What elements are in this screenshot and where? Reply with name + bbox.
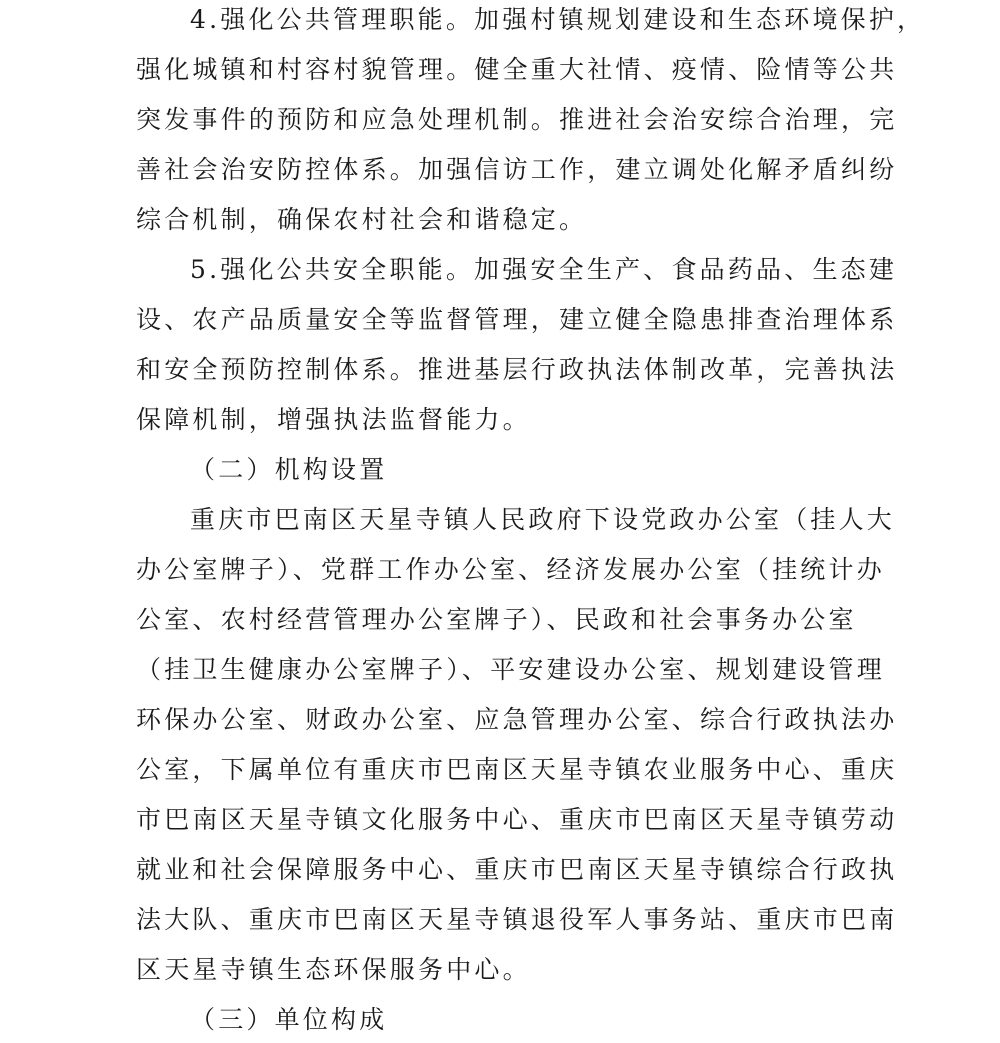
paragraph-5-line-4: 保障机制，增强执法监督能力。	[136, 405, 531, 434]
paragraph-org-line-1: 重庆市巴南区天星寺镇人民政府下设党政办公室（挂人大	[190, 505, 896, 534]
paragraph-5-line-2: 设、农产品质量安全等监督管理，建立健全隐患排查治理体系	[136, 305, 898, 334]
paragraph-4-line-1: 4.强化公共管理职能。加强村镇规划建设和生态环境保护，	[190, 5, 926, 34]
paragraph-4-line-3: 突发事件的预防和应急处理机制。推进社会治安综合治理，完	[136, 105, 898, 134]
paragraph-org-line-6: 公室，下属单位有重庆市巴南区天星寺镇农业服务中心、重庆	[136, 755, 898, 784]
paragraph-org-line-8: 就业和社会保障服务中心、重庆市巴南区天星寺镇综合行政执	[136, 855, 898, 884]
paragraph-org-line-9: 法大队、重庆市巴南区天星寺镇退役军人事务站、重庆市巴南	[136, 905, 898, 934]
paragraph-5-line-3: 和安全预防控制体系。推进基层行政执法体制改革，完善执法	[136, 355, 898, 384]
paragraph-org-line-4: （挂卫生健康办公室牌子）、平安建设办公室、规划建设管理	[136, 655, 885, 684]
paragraph-org-line-5: 环保办公室、财政办公室、应急管理办公室、综合行政执法办	[136, 705, 898, 734]
paragraph-4-line-5: 综合机制，确保农村社会和谐稳定。	[136, 205, 588, 234]
paragraph-4-line-4: 善社会治安防控体系。加强信访工作，建立调处化解矛盾纠纷	[136, 155, 898, 184]
paragraph-org-line-2: 办公室牌子）、党群工作办公室、经济发展办公室（挂统计办	[136, 555, 885, 584]
paragraph-org-line-7: 市巴南区天星寺镇文化服务中心、重庆市巴南区天星寺镇劳动	[136, 805, 898, 834]
section-heading-org-setup: （二）机构设置	[190, 455, 388, 484]
paragraph-5-line-1: 5.强化公共安全职能。加强安全生产、食品药品、生态建	[190, 255, 898, 284]
paragraph-org-line-3: 公室、农村经营管理办公室牌子）、民政和社会事务办公室	[136, 605, 857, 634]
section-heading-unit-composition: （三）单位构成	[190, 1005, 388, 1034]
paragraph-org-line-10: 区天星寺镇生态环保服务中心。	[136, 955, 531, 984]
paragraph-4-line-2: 强化城镇和村容村貌管理。健全重大社情、疫情、险情等公共	[136, 55, 898, 84]
